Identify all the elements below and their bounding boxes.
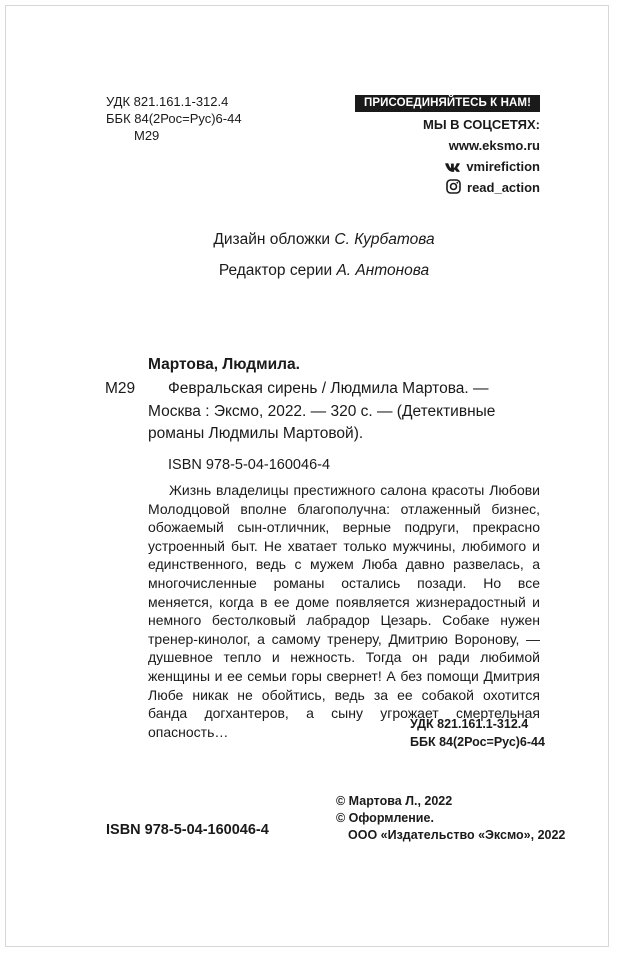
bib-line-3: романы Людмилы Мартовой). [148,425,364,442]
instagram-icon [446,179,461,194]
author-mark: М29 [134,128,160,143]
publisher: ООО «Издательство «Эксмо», 2022 [348,828,566,842]
vk-link[interactable] [355,156,540,177]
bib-line-2: Москва : Эксмо, 2022. — 320 с. — (Детективные [148,403,496,420]
series-editor-credit [14,262,620,280]
social-block [355,95,540,198]
cover-design-name: С. Курбатова [334,231,435,248]
annotation: Жизнь владелицы престижного салона красоты Любови Молодцовой вполне благополучна: отлаженный бизнес, обожаемый сын-отличник, верные подруги, прекрасно устроенный быт. Не хватает только мужчины, любимого и единственного, ведь с мужем Люба давно развелась, а многочисленные романы остались позади. Но все меняется, когда в ее доме появляется жизнерадостный и немного бестолковый лабрадор Цезарь. Собаке нужен тренер-кинолог, а самому тренеру, Дмитрию Воронову, — душевное тепло и нежность. Тогда он ради любимой женщины и ее семьи горы свернет! А без помощи Дмитрия Любе никак не обойтись, ведь за ее собакой охотится банда догхантеров, а сыну угрожает смертельная опасность… [148,482,540,740]
bib-line-1: Февральская сирень / Людмила Мартова. — [168,380,489,397]
footer-isbn: ISBN 978-5-04-160046-4 [106,822,269,838]
instagram-link[interactable] [355,177,540,198]
bib-author: Мартова, Людмила. [148,356,300,373]
footer-udk: УДК 821.161.1-312.4 [410,717,529,731]
cover-design-label: Дизайн обложки [213,231,331,248]
instagram-handle: read_action [467,180,540,195]
cover-design-credit [14,231,620,249]
series-editor-name: А. Антонова [336,262,430,279]
social-banner: ПРИСОЕДИНЯЙТЕСЬ К НАМ! [355,95,540,112]
site-link[interactable]: www.eksmo.ru [448,138,540,153]
bib-isbn: ISBN 978-5-04-160046-4 [168,457,331,473]
bbk-code: ББК 84(2Рос=Рус)6-44 [106,111,242,126]
vk-handle: vmirefiction [466,159,540,174]
footer-bbk: ББК 84(2Рос=Рус)6-44 [410,735,545,749]
series-editor-label: Редактор серии [218,262,333,279]
social-subtitle: МЫ В СОЦСЕТЯХ: [422,117,540,132]
bib-mark: М29 [105,380,136,397]
udk-code: УДК 821.161.1-312.4 [106,94,229,109]
copyright-design: © Оформление. [336,811,434,825]
copyright-author: © Мартова Л., 2022 [336,794,453,808]
vk-icon [445,160,460,175]
